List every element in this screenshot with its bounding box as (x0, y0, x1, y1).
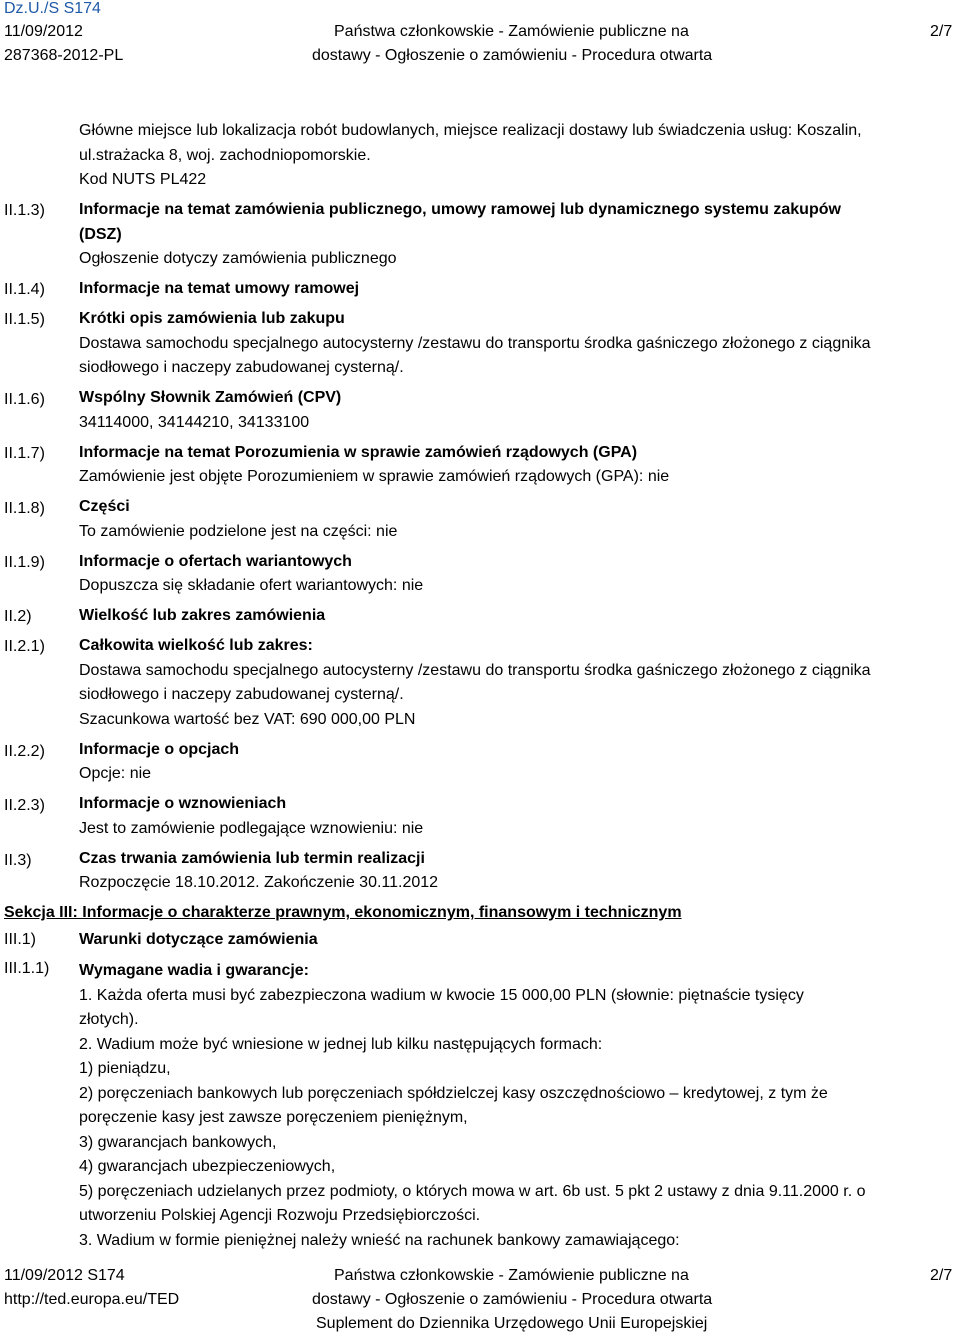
wadium-line: 2) poręczeniach bankowych lub poręczeniach spółdzielczej kasy oszczędnościowo – kredytowej, z tym że (79, 1084, 828, 1102)
ii-2-3-heading: Informacje o wznowieniach (79, 795, 287, 812)
wadium-line: utworzeniu Polskiej Agencji Rozwoju Przedsiębiorczości. (79, 1207, 481, 1224)
ii-1-5-line2: siodłowego i naczepy zabudowanej cysterną/. (79, 359, 404, 376)
wadium-line: złotych). (79, 1011, 139, 1028)
document-body (79, 119, 957, 896)
header-date: 11/09/2012 (4, 23, 83, 40)
ii-1-9-heading: Informacje o ofertach wariantowych (79, 552, 352, 570)
ii-1-6-text: 34114000, 34144210, 34133100 (79, 413, 310, 431)
iii-1-1-heading: Wymagane wadia i gwarancje: (79, 962, 310, 979)
ii-1-8-text: To zamówienie podzielone jest na części: nie (79, 522, 398, 540)
label-ii-2-3: II.2.3) (4, 797, 45, 814)
nuts-code: Kod NUTS PL422 (79, 171, 207, 188)
ii-1-9-text: Dopuszcza się składanie ofert wariantowych: nie (79, 577, 424, 594)
label-ii-1-8: II.1.8) (4, 500, 45, 517)
page-footer (0, 1264, 960, 1334)
ii-1-7-text: Zamówienie jest objęte Porozumieniem w sprawie zamówień rządowych (GPA): nie (79, 468, 670, 485)
ii-1-7-heading: Informacje na temat Porozumienia w sprawie zamówień rządowych (GPA) (79, 443, 638, 461)
section-iii-body (79, 959, 957, 1253)
ii-2-1-line2: siodłowego i naczepy zabudowanej cysterną/. (79, 686, 404, 703)
location-line2: ul.strażacka 8, woj. zachodniopomorskie. (79, 146, 371, 164)
label-ii-1-6: II.1.6) (4, 391, 45, 408)
label-ii-3: II.3) (4, 852, 32, 869)
ii-1-8-heading: Części (79, 498, 130, 515)
label-iii-1: III.1) (4, 931, 37, 948)
label-ii-1-3: II.1.3) (4, 202, 45, 219)
iii-1-heading: Warunki dotyczące zamówienia (79, 931, 318, 948)
label-iii-1-1: III.1.1) (4, 960, 50, 977)
wadium-line: 5) poręczeniach udzielanych przez podmioty, o których mowa w art. 6b ust. 5 pkt 2 ustawy z dnia 9.11.2000 r. o (79, 1182, 866, 1200)
ii-2-1-value: Szacunkowa wartość bez VAT: 690 000,00 PLN (79, 710, 416, 728)
wadium-line: poręczenie kasy jest zawsze poręczeniem pieniężnym, (79, 1109, 468, 1126)
section-iii-title: Sekcja III: Informacje o charakterze prawnym, ekonomicznym, finansowym i technicznym (4, 904, 682, 921)
ii-1-5-heading: Krótki opis zamówienia lub zakupu (79, 310, 345, 327)
page-header (0, 0, 960, 72)
wadium-line: 2. Wadium może być wniesione w jednej lub kilku następujących formach: (79, 1035, 603, 1053)
header-page-number: 2/7 (930, 23, 953, 40)
wadium-line: 1) pieniądzu, (79, 1060, 171, 1077)
label-ii-2-1: II.2.1) (4, 638, 45, 655)
ii-1-6-heading: Wspólny Słownik Zamówień (CPV) (79, 389, 342, 406)
label-ii-2: II.2) (4, 608, 32, 625)
ii-1-3-heading-line2: (DSZ) (79, 225, 122, 243)
label-ii-2-2: II.2.2) (4, 743, 45, 760)
ii-2-3-text: Jest to zamówienie podlegające wznowieniu: nie (79, 819, 424, 837)
ii-2-2-heading: Informacje o opcjach (79, 740, 240, 758)
wadium-line: 3) gwarancjach bankowych, (79, 1133, 277, 1151)
label-ii-1-7: II.1.7) (4, 445, 45, 462)
ii-2-1-heading: Całkowita wielkość lub zakres: (79, 637, 313, 654)
location-line1: Główne miejsce lub lokalizacja robót budowlanych, miejsce realizacji dostawy lub świadczenia usług: Koszalin, (79, 122, 862, 139)
journal-link[interactable]: Dz.U./S S174 (4, 0, 101, 17)
label-ii-1-9: II.1.9) (4, 554, 45, 571)
label-ii-1-5: II.1.5) (4, 311, 45, 328)
wadium-line: 1. Każda oferta musi być zabezpieczona wadium w kwocie 15 000,00 PLN (słownie: piętnaście tysięcy (79, 986, 804, 1004)
label-ii-1-4: II.1.4) (4, 281, 45, 298)
ii-1-4-heading: Informacje na temat umowy ramowej (79, 280, 360, 297)
ii-3-text: Rozpoczęcie 18.10.2012. Zakończenie 30.11.2012 (79, 874, 439, 891)
footer-page-number: 2/7 (930, 1267, 953, 1284)
wadium-line: 3. Wadium w formie pieniężnej należy wnieść na rachunek bankowy zamawiającego: (79, 1231, 680, 1249)
header-title-line2: dostawy - Ogłoszenie o zamówieniu - Procedura otwarta (312, 47, 713, 64)
ii-2-2-text: Opcje: nie (79, 765, 152, 782)
ii-3-heading: Czas trwania zamówienia lub termin realizacji (79, 849, 425, 867)
footer-title-line1: Państwa członkowskie - Zamówienie publiczne na (334, 1267, 689, 1284)
wadium-line: 4) gwarancjach ubezpieczeniowych, (79, 1158, 336, 1175)
header-ref: 287368-2012-PL (4, 47, 124, 64)
ii-1-3-heading-line1: Informacje na temat zamówienia publicznego, umowy ramowej lub dynamicznego systemu zakupów (79, 201, 841, 218)
ii-2-1-line1: Dostawa samochodu specjalnego autocysterny /zestawu do transportu środka gaśniczego złożonego z ciągnika (79, 661, 871, 679)
footer-title-line3: Suplement do Dziennika Urzędowego Unii Europejskiej (316, 1315, 708, 1332)
ii-2-heading: Wielkość lub zakres zamówienia (79, 607, 326, 624)
ii-1-3-text: Ogłoszenie dotyczy zamówienia publicznego (79, 250, 397, 267)
footer-title-line2: dostawy - Ogłoszenie o zamówieniu - Procedura otwarta (312, 1291, 713, 1308)
footer-url[interactable]: http://ted.europa.eu/TED (4, 1291, 180, 1308)
ii-1-5-line1: Dostawa samochodu specjalnego autocysterny /zestawu do transportu środka gaśniczego złożonego z ciągnika (79, 334, 871, 352)
header-title-line1: Państwa członkowskie - Zamówienie publiczne na (334, 23, 689, 40)
footer-date-issue: 11/09/2012 S174 (4, 1267, 125, 1284)
